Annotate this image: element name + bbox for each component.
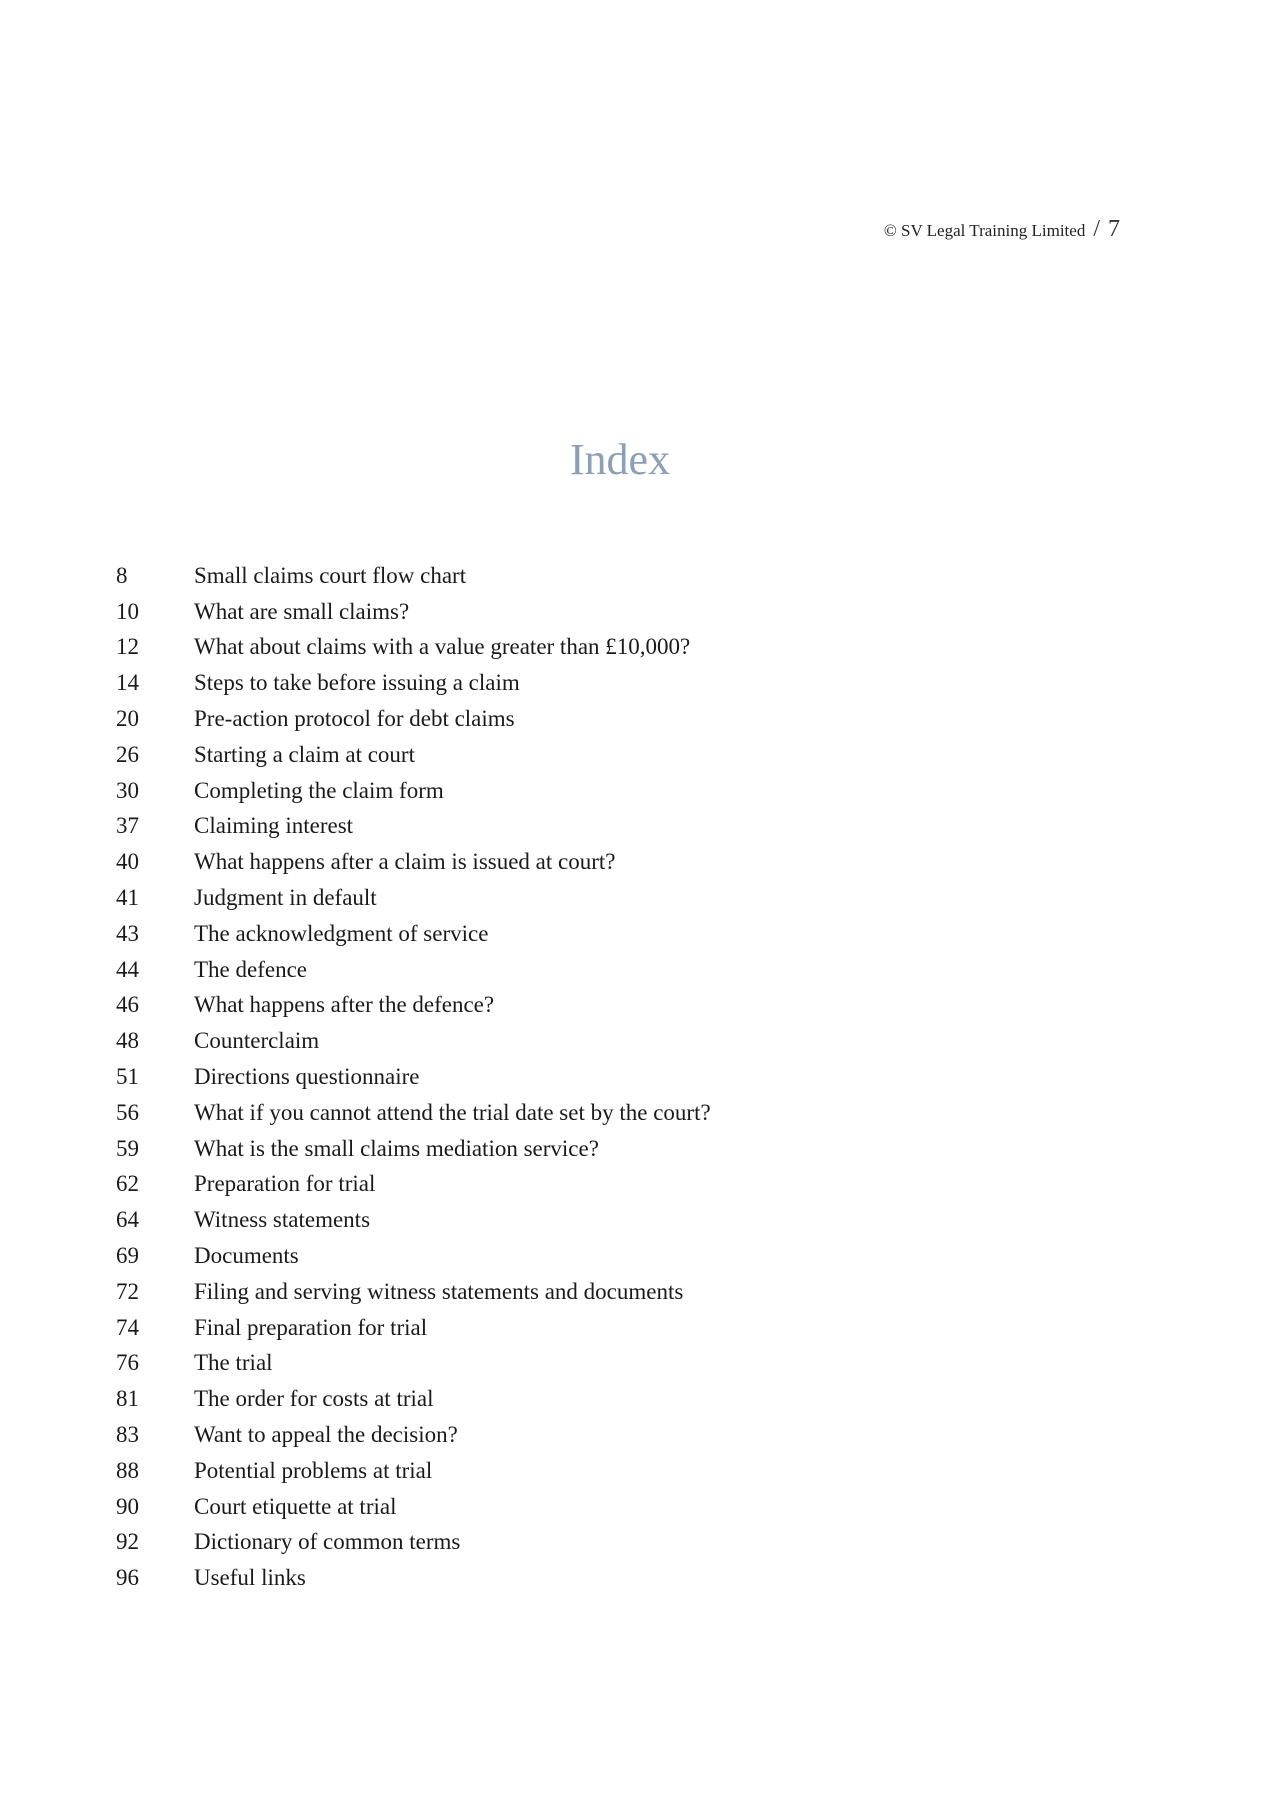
index-entry-topic: Claiming interest (194, 813, 354, 839)
index-entry-page: 88 (116, 1457, 139, 1483)
page-header (884, 216, 1120, 243)
index-entry-page: 30 (116, 777, 139, 803)
index-entry (116, 1238, 711, 1274)
index-entry-topic: Judgment in default (194, 885, 377, 911)
index-entry-topic: Completing the claim form (194, 777, 444, 803)
index-entry (116, 1202, 711, 1238)
index-entry (116, 1167, 711, 1203)
index-entry-topic: Pre-action protocol for debt claims (194, 706, 515, 732)
index-entry (116, 1310, 711, 1346)
index-entry-topic: Potential problems at trial (194, 1457, 433, 1483)
index-entry-topic: What happens after a claim is issued at court? (194, 849, 616, 875)
index-list (116, 558, 711, 1596)
index-entry-topic: The defence (194, 956, 308, 982)
page-title: Index (569, 435, 671, 484)
index-entry-page: 40 (116, 849, 139, 875)
index-entry-page: 56 (116, 1099, 139, 1125)
index-entry-page: 92 (116, 1529, 139, 1555)
index-entry (116, 1417, 711, 1453)
index-entry-topic: Steps to take before issuing a claim (194, 670, 520, 696)
index-entry-topic: What is the small claims mediation service? (194, 1135, 599, 1161)
index-entry-page: 81 (116, 1386, 139, 1412)
page-separator: / (1093, 216, 1100, 242)
index-entry-topic: What about claims with a value greater than £10,000? (194, 634, 691, 660)
index-entry-topic: Court etiquette at trial (194, 1493, 397, 1519)
index-entry-topic: The acknowledgment of service (194, 920, 489, 946)
index-entry (116, 773, 711, 809)
index-entry-page: 69 (116, 1243, 139, 1269)
index-entry (116, 1560, 711, 1596)
index-entry (116, 1059, 711, 1095)
index-entry (116, 988, 711, 1024)
index-entry-page: 96 (116, 1565, 139, 1591)
index-entry (116, 737, 711, 773)
copyright-notice: © SV Legal Training Limited (883, 221, 1086, 240)
index-entry (116, 1023, 711, 1059)
index-entry-page: 72 (116, 1278, 139, 1304)
index-entry-page: 62 (116, 1171, 139, 1197)
index-entry-page: 51 (116, 1064, 139, 1090)
index-entry-page: 12 (116, 634, 139, 660)
index-entry-topic: What happens after the defence? (194, 992, 495, 1018)
index-entry-page: 59 (116, 1135, 139, 1161)
index-entry-topic: Witness statements (194, 1207, 371, 1233)
index-entry-page: 10 (116, 598, 139, 624)
index-entry-topic: Final preparation for trial (194, 1314, 428, 1340)
index-entry (116, 1131, 711, 1167)
index-entry-topic: Counterclaim (194, 1028, 320, 1054)
index-entry (116, 952, 711, 988)
index-entry-page: 76 (116, 1350, 139, 1376)
index-entry-topic: What are small claims? (194, 598, 410, 624)
index-entry (116, 1274, 711, 1310)
index-entry-page: 41 (116, 885, 139, 911)
index-entry (116, 1489, 711, 1525)
index-entry-page: 8 (116, 562, 128, 588)
index-entry (116, 809, 711, 845)
index-entry (116, 1453, 711, 1489)
index-entry-topic: Dictionary of common terms (194, 1529, 461, 1555)
index-entry-topic: Want to appeal the decision? (194, 1422, 458, 1448)
index-entry-topic: The trial (194, 1350, 273, 1376)
index-entry (116, 594, 711, 630)
index-entry (116, 880, 711, 916)
index-entry-topic: Starting a claim at court (194, 741, 415, 767)
index-entry-page: 46 (116, 992, 139, 1018)
index-entry-page: 64 (116, 1207, 139, 1233)
index-entry-topic: Preparation for trial (194, 1171, 376, 1197)
index-entry-page: 74 (116, 1314, 139, 1340)
index-entry-topic: What if you cannot attend the trial date set by the court? (194, 1099, 711, 1125)
index-entry-page: 44 (116, 956, 139, 982)
index-entry-topic: Filing and serving witness statements and documents (194, 1278, 684, 1304)
index-entry (116, 844, 711, 880)
index-entry (116, 916, 711, 952)
index-entry-page: 26 (116, 741, 139, 767)
index-entry (116, 1381, 711, 1417)
index-entry (116, 1525, 711, 1561)
index-entry-topic: Useful links (194, 1565, 306, 1591)
index-entry-page: 37 (116, 813, 139, 839)
index-entry-page: 20 (116, 706, 139, 732)
index-entry-page: 90 (116, 1493, 139, 1519)
index-entry-page: 48 (116, 1028, 139, 1054)
index-entry (116, 558, 711, 594)
index-entry (116, 701, 711, 737)
page-number: 7 (1108, 216, 1120, 242)
index-entry (116, 665, 711, 701)
index-entry-topic: The order for costs at trial (194, 1386, 434, 1412)
index-entry-page: 83 (116, 1422, 139, 1448)
index-entry-page: 14 (116, 670, 139, 696)
index-entry-topic: Directions questionnaire (194, 1064, 420, 1090)
index-entry (116, 1346, 711, 1382)
index-entry-topic: Small claims court flow chart (194, 562, 467, 588)
index-entry-page: 43 (116, 920, 139, 946)
index-entry (116, 1095, 711, 1131)
index-entry (116, 630, 711, 666)
index-entry-topic: Documents (194, 1243, 299, 1269)
